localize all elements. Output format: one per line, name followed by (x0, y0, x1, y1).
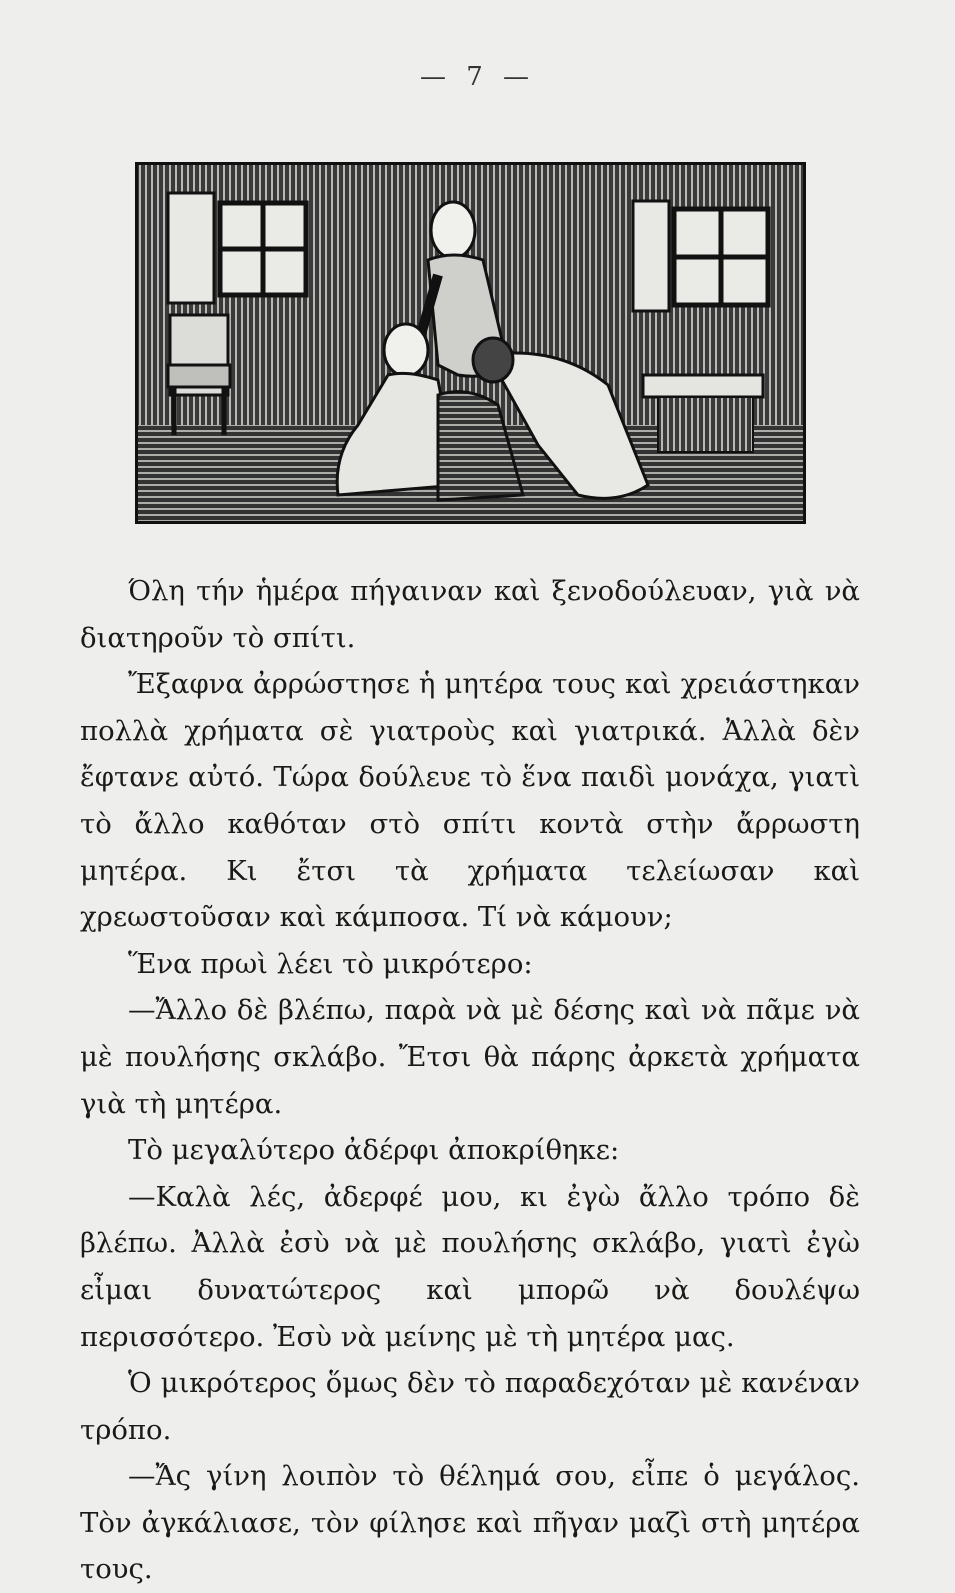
bed-icon (643, 375, 763, 452)
paragraph: Ὁ μικρότερος ὅμως δὲν τὸ παραδεχόταν μὲ κανέναν τρόπο. (80, 1367, 860, 1446)
paragraph: Όλη τήν ἡμέρα πήγαιναν καὶ ξενοδούλευαν, γιὰ νὰ διατηροῦν τὸ σπίτι. (80, 575, 860, 654)
story-text (80, 568, 860, 1593)
paragraph: —Ἄς γίνη λοιπὸν τὸ θέλημά σου, εἶπε ὁ μεγάλος. Τὸν ἀγκάλιασε, τὸν φίλησε καὶ πῆγαν μαζὶ στὴ μητέρα τους. (80, 1460, 860, 1586)
paragraph: —Καλὰ λές, ἀδερφέ μου, κι ἐγὼ ἄλλο τρόπο δὲ βλέπω. Ἀλλὰ ἐσὺ νὰ μὲ πουλήσης σκλάβο, γιατὶ ἐγὼ εἶμαι δυνατώτερος καὶ μπορῶ νὰ δουλέψω περισσότερο. Ἐσὺ νὰ μείνης μὲ τὴ μητέρα μας. (80, 1180, 860, 1353)
left-window-icon (168, 193, 306, 303)
woodcut-illustration (135, 162, 806, 524)
paragraph: Ἔξαφνα ἀρρώστησε ἡ μητέρα τους καὶ χρειάστηκαν πολλὰ χρήματα σὲ γιατροὺς καὶ γιατρικά. Ἀλλὰ δὲν ἔφτανε αὐτό. Τώρα δούλευε τὸ ἕνα παιδὶ μονάχα, γιατὶ τὸ ἄλλο καθόταν στὸ σπίτι κοντὰ στὴν ἄρρωστη μητέρα. Κι ἔτσι τὰ χρήματα τελείωσαν καὶ χρεωστοῦσαν καὶ κάμποσα. Τί νὰ κάμουν; (80, 668, 860, 934)
paragraph: —Ἄλλο δὲ βλέπω, παρὰ νὰ μὲ δέσης καὶ νὰ πᾶμε νὰ μὲ πουλήσης σκλάβο. Ἔτσι θὰ πάρης ἀρκετὰ χρήματα γιὰ τὴ μητέρα. (80, 994, 860, 1120)
paragraph: Ἕνα πρωὶ λέει τὸ μικρότερο: (128, 947, 533, 980)
page-number: — 7 — (419, 62, 536, 92)
paragraph: Τὸ μεγαλύτερο ἀδέρφι ἀποκρίθηκε: (128, 1134, 620, 1167)
right-window-icon (633, 201, 768, 311)
woodcut-scene-icon (138, 165, 803, 521)
